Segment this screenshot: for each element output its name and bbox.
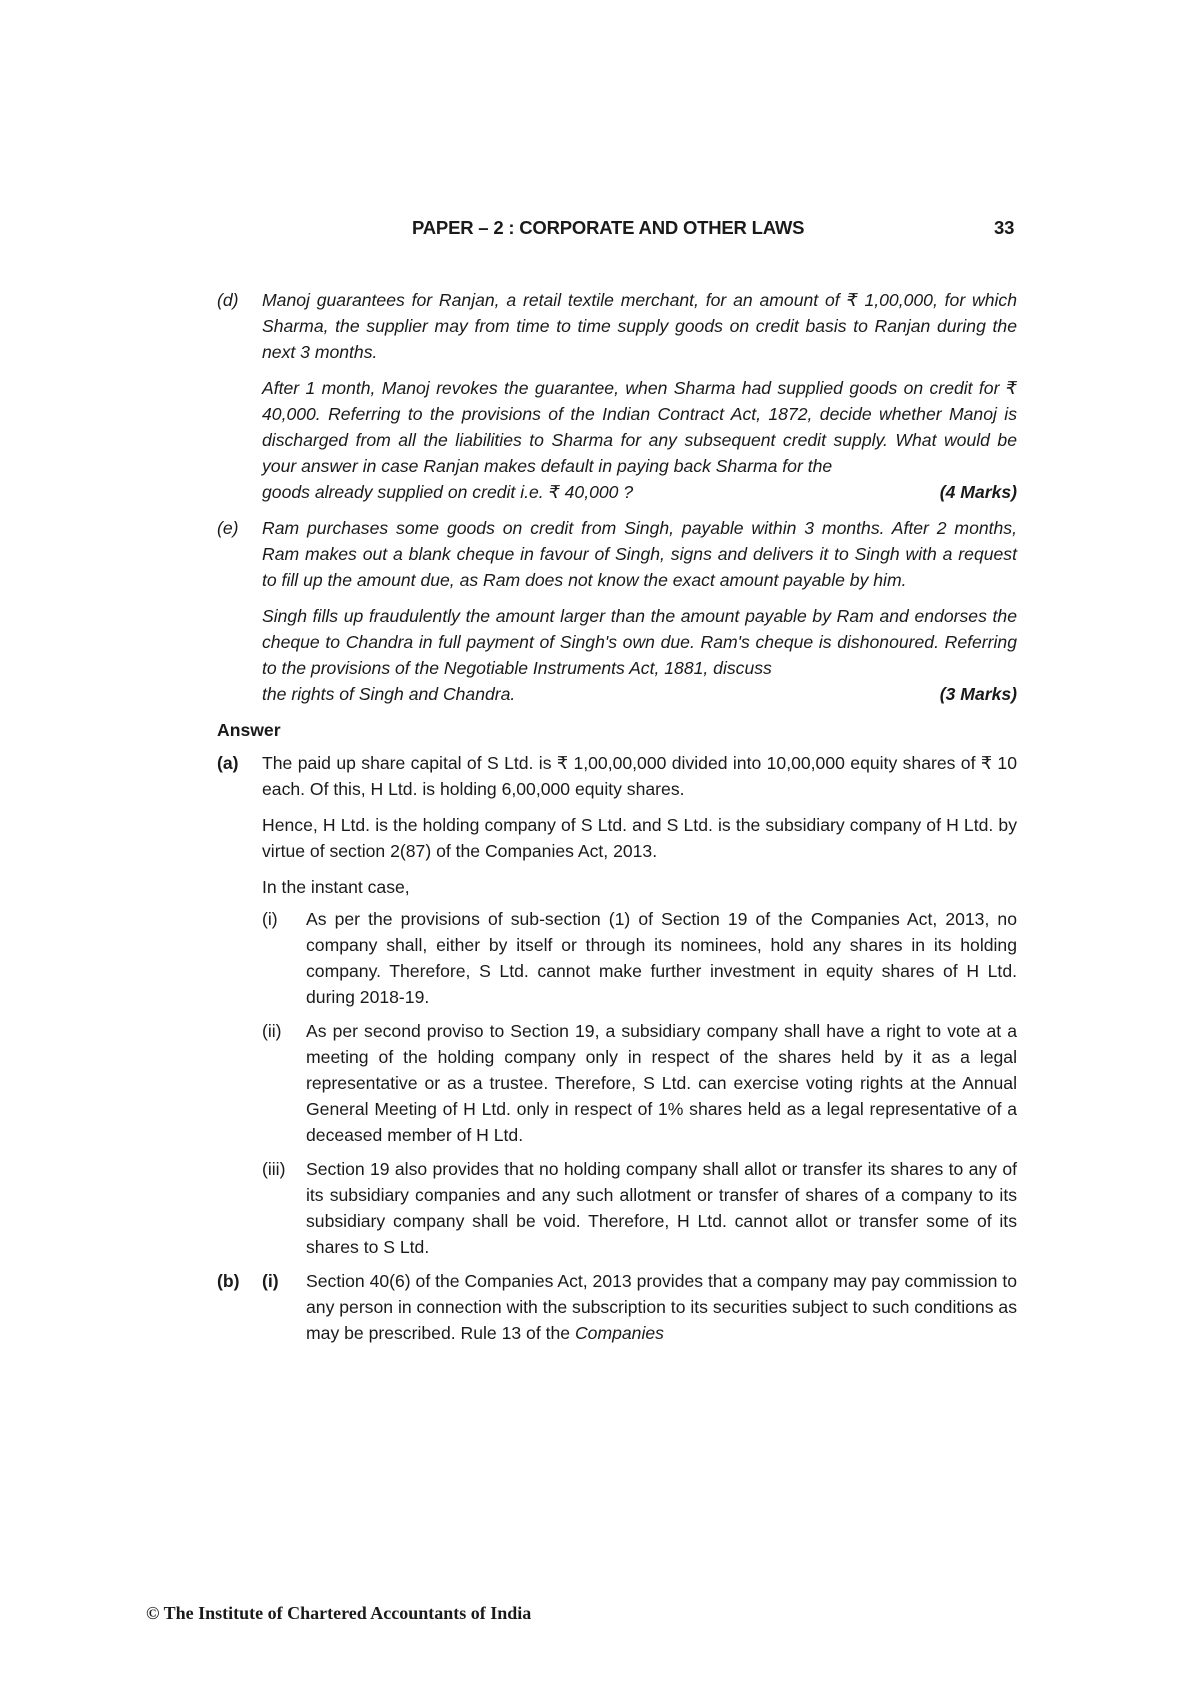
footer-copyright: © The Institute of Chartered Accountants of India — [146, 1603, 532, 1623]
question-d-lastline — [262, 479, 1017, 505]
question-e-para2 — [262, 603, 1017, 681]
answer-a — [217, 750, 1017, 1260]
paper-title: PAPER – 2 : CORPORATE AND OTHER LAWS — [412, 217, 805, 238]
answer-a-para1: The paid up share capital of S Ltd. is ₹ 1,00,00,000 divided into 10,00,000 equity shares of ₹ 10 each. Of this, H Ltd. is holding 6,00,000 equity shares. — [262, 753, 1017, 799]
answer-a-para2: Hence, H Ltd. is the holding company of S Ltd. and S Ltd. is the subsidiary company of H Ltd. by virtue of section 2(87) of the Companies Act, 2013. — [262, 815, 1017, 861]
page-number: 33 — [994, 217, 1015, 238]
point-text: As per the provisions of sub-section (1) of Section 19 of the Companies Act, 2013, no company shall, either by itself or through its nominees, hold any shares in its holding company. Therefore, S Ltd. cannot make further investment in equity shares of H Ltd. during 2018-19. — [306, 909, 1017, 1007]
point-label: (ii) — [262, 1021, 282, 1041]
question-d-para2 — [262, 375, 1017, 479]
point-text: Section 19 also provides that no holding company shall allot or transfer its shares to any of its subsidiary companies and any such allotment or transfer of shares of a company to its subsidiary company shall be void. Therefore, H Ltd. cannot allot or transfer some of its shares to S Ltd. — [306, 1159, 1017, 1257]
list-item — [262, 1018, 1017, 1148]
question-d-para2-text: After 1 month, Manoj revokes the guarantee, when Sharma had supplied goods on credit for ₹ 40,000. Referring to the provisions of the Indian Contract Act, 1872, decide whether Manoj is discharged from all the liabilities to Sharma for any subsequent credit supply. What would be your answer in case Ranjan makes default in paying back Sharma for the — [262, 378, 1017, 476]
question-e-label: (e) — [217, 518, 239, 538]
answer-b-text — [262, 1268, 1017, 1346]
answer-heading: Answer — [217, 720, 281, 740]
answer-b — [217, 1268, 1017, 1346]
answer-b-sublabel: (i) — [262, 1271, 279, 1291]
answer-a-points — [262, 906, 1017, 1260]
point-label: (i) — [262, 909, 278, 929]
answer-b-label: (b) — [217, 1271, 240, 1291]
page-header — [0, 217, 1191, 247]
question-d-para1: Manoj guarantees for Ranjan, a retail textile merchant, for an amount of ₹ 1,00,000, for which Sharma, the supplier may from time to time supply goods on credit basis to Ranjan during the next 3 months. — [262, 290, 1017, 362]
question-e-para1: Ram purchases some goods on credit from Singh, payable within 3 months. After 2 months, Ram makes out a blank cheque in favour of Singh, signs and delivers it to Singh with a request to fill up the amount due, as Ram does not know the exact amount payable by him. — [262, 518, 1017, 590]
point-label: (iii) — [262, 1159, 286, 1179]
question-e-para2-last: the rights of Singh and Chandra. — [262, 684, 516, 704]
answer-b-italic: Companies — [574, 1323, 664, 1343]
list-item — [262, 1156, 1017, 1260]
question-d-para2-last: goods already supplied on credit i.e. ₹ 40,000 ? — [262, 482, 634, 502]
answer-a-para3: In the instant case, — [262, 877, 410, 897]
question-d-label: (d) — [217, 290, 239, 310]
question-d-marks: (4 Marks) — [939, 482, 1017, 502]
answer-b-body: Section 40(6) of the Companies Act, 2013 provides that a company may pay commission to any person in connection with the subscription to its securities subject to such conditions as may be prescribed. Rule 13 of the — [306, 1271, 1017, 1343]
page-content — [217, 287, 1017, 1356]
list-item — [262, 906, 1017, 1010]
question-e — [217, 515, 1017, 707]
point-text: As per second proviso to Section 19, a subsidiary company shall have a right to vote at a meeting of the holding company only in respect of the shares held by it as a legal representative or as a trustee. Therefore, S Ltd. can exercise voting rights at the Annual General Meeting of H Ltd. only in respect of 1% shares held as a legal representative of a deceased member of H Ltd. — [306, 1021, 1017, 1145]
question-d — [217, 287, 1017, 505]
question-e-marks: (3 Marks) — [939, 684, 1017, 704]
question-e-para2-text: Singh fills up fraudulently the amount larger than the amount payable by Ram and endorses the cheque to Chandra in full payment of Singh's own due. Ram's cheque is dishonoured. Referring to the provisions of the Negotiable Instruments Act, 1881, discuss — [262, 606, 1017, 678]
question-e-lastline — [262, 681, 1017, 707]
answer-a-label: (a) — [217, 753, 239, 773]
